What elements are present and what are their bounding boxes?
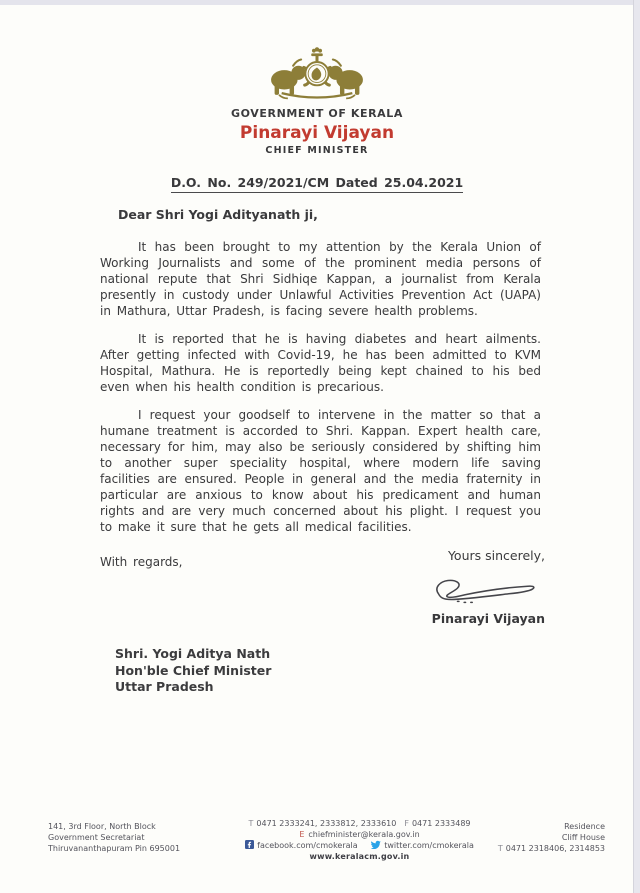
- residence-phone-line: [498, 843, 605, 854]
- residence-name: Cliff House: [561, 833, 605, 842]
- residence-label: Residence: [564, 822, 605, 831]
- handwritten-signature-icon: [427, 571, 545, 609]
- chief-minister-title: CHIEF MINISTER: [265, 145, 369, 156]
- residence-phone-numbers: 0471 2318406, 2314853: [505, 844, 605, 853]
- phone-label: T: [248, 819, 254, 828]
- signatory-name: Pinarayi Vijayan: [431, 611, 545, 626]
- chief-minister-name: Pinarayi Vijayan: [239, 123, 395, 143]
- addressee-block: [115, 646, 271, 696]
- phone-numbers: 0471 2333241, 2333812, 2333610: [256, 819, 397, 828]
- residence-phone-label: T: [497, 844, 503, 853]
- twitter-icon: [370, 840, 381, 849]
- addressee-name: Shri. Yogi Aditya Nath: [115, 646, 271, 661]
- office-address-line: Thiruvananthapuram Pin 695001: [48, 844, 181, 853]
- letterhead: [0, 38, 634, 156]
- facebook-icon: [245, 840, 254, 849]
- addressee-state: Uttar Pradesh: [115, 679, 214, 694]
- twitter-handle: twitter.com/cmokerala: [384, 841, 474, 850]
- with-regards: With regards,: [100, 555, 183, 569]
- letter-body: [100, 239, 541, 582]
- do-number: D.O. No. 249/2021/CM Dated 25.04.2021: [171, 175, 463, 193]
- signature-block: [427, 548, 545, 626]
- website-url: www.keralacm.gov.in: [309, 852, 410, 861]
- paragraph-2: It is reported that he is having diabetes and heart ailments. After getting infected with Covid-19, he has been admitted to KVM Hospital, Mathura. He is reportedly being kept chained to his bed even when his health condition is precarious.: [100, 332, 541, 394]
- fax-label: F: [404, 819, 409, 828]
- paragraph-1: It has been brought to my attention by the Kerala Union of Working Journalists and some of the prominent media persons of national repute that Shri Sidhiqe Kappan, a journalist from Kerala presently in custody under Unlawful Activities Prevention Act (UAPA) in Mathura, Uttar Pradesh, is facing severe health problems.: [100, 240, 541, 318]
- email-label: E: [299, 830, 305, 839]
- office-address-line: 141, 3rd Floor, North Block: [48, 822, 156, 831]
- closing-phrase: Yours sincerely,: [447, 548, 545, 563]
- paragraph-3: I request your goodself to intervene in the matter so that a humane treatment is accorded to Shri. Kappan. Expert health care, necessary for him, may also be seriously considered by shifting him to another super speciality hospital, where modern life saving facilities are ensured. People in general and the media fraternity in particular are anxious to know about his predicament and human rights and are very much concerned about his plight. I request you to make it sure that he gets all medical facilities.: [100, 408, 541, 534]
- scan-edge-right: [634, 0, 640, 893]
- government-of-kerala-label: GOVERNMENT OF KERALA: [230, 107, 404, 120]
- reference-number-line: [0, 172, 634, 193]
- residence-block: [498, 821, 605, 854]
- scan-edge-top: [0, 0, 640, 5]
- email-address: chiefminister@kerala.gov.in: [308, 830, 420, 839]
- fax-number: 0471 2333489: [411, 819, 471, 828]
- kerala-state-emblem-icon: [264, 38, 370, 104]
- facebook-handle: facebook.com/cmokerala: [257, 841, 358, 850]
- salutation: Dear Shri Yogi Adityanath ji,: [118, 207, 318, 222]
- office-address-line: Government Secretariat: [48, 833, 145, 842]
- addressee-designation: Hon'ble Chief Minister: [115, 662, 272, 678]
